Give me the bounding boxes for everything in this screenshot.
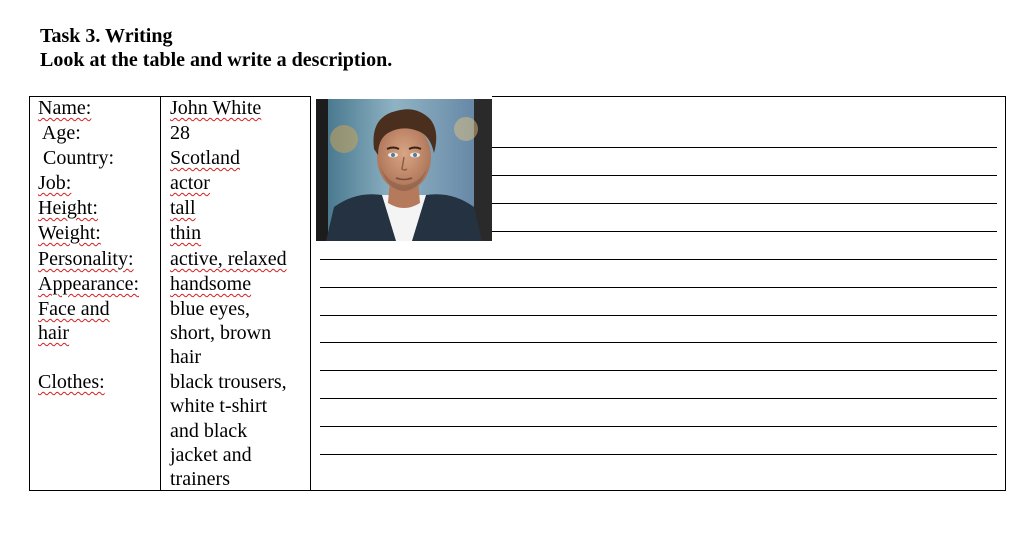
label-weight: Weight: bbox=[38, 222, 101, 244]
writing-line-12 bbox=[320, 454, 997, 455]
writing-line-8 bbox=[320, 342, 997, 343]
value-appearance: handsome bbox=[170, 273, 252, 295]
label-height: Height: bbox=[38, 197, 98, 219]
value-personality: active, relaxed bbox=[170, 248, 287, 270]
value-face-and-hair-1: blue eyes, bbox=[170, 298, 250, 320]
value-clothes-5: trainers bbox=[170, 468, 230, 490]
label-face-and-hair-2: hair bbox=[38, 322, 70, 344]
writing-line-9 bbox=[320, 370, 997, 371]
value-clothes-3: and black bbox=[170, 420, 248, 442]
value-country: Scotland bbox=[170, 147, 240, 169]
label-face-and-hair-1: Face and bbox=[38, 298, 110, 320]
writing-line-4 bbox=[492, 231, 997, 232]
writing-line-6 bbox=[320, 287, 997, 288]
label-personality: Personality: bbox=[38, 248, 134, 270]
label-age: Age: bbox=[38, 122, 81, 144]
value-face-and-hair-3: hair bbox=[170, 346, 202, 368]
label-appearance: Appearance: bbox=[38, 273, 140, 295]
value-clothes-4: jacket and bbox=[170, 444, 252, 466]
value-job: actor bbox=[170, 172, 210, 194]
label-country: Country: bbox=[38, 147, 115, 169]
value-face-and-hair-2: short, brown bbox=[170, 322, 272, 344]
writing-line-2 bbox=[492, 175, 997, 176]
value-age: 28 bbox=[170, 122, 190, 144]
column-divider-1 bbox=[160, 97, 161, 491]
value-name: John White bbox=[170, 97, 262, 119]
writing-line-7 bbox=[320, 315, 997, 316]
writing-line-5 bbox=[320, 259, 997, 260]
label-clothes: Clothes: bbox=[38, 371, 105, 393]
value-height: tall bbox=[170, 197, 196, 219]
writing-line-10 bbox=[320, 398, 997, 399]
value-clothes-1: black trousers, bbox=[170, 371, 287, 393]
label-job: Job: bbox=[38, 172, 72, 194]
task-title: Task 3. Writing bbox=[40, 25, 173, 47]
portrait-photo bbox=[316, 99, 492, 241]
writing-line-3 bbox=[492, 203, 997, 204]
writing-line-1 bbox=[492, 147, 997, 148]
value-weight: thin bbox=[170, 222, 202, 244]
value-clothes-2: white t-shirt bbox=[170, 395, 268, 417]
writing-line-11 bbox=[320, 426, 997, 427]
column-divider-2 bbox=[310, 97, 311, 491]
label-name: Name: bbox=[38, 97, 92, 119]
task-instruction: Look at the table and write a description. bbox=[40, 49, 393, 71]
table-top-border-right bbox=[492, 96, 1006, 97]
